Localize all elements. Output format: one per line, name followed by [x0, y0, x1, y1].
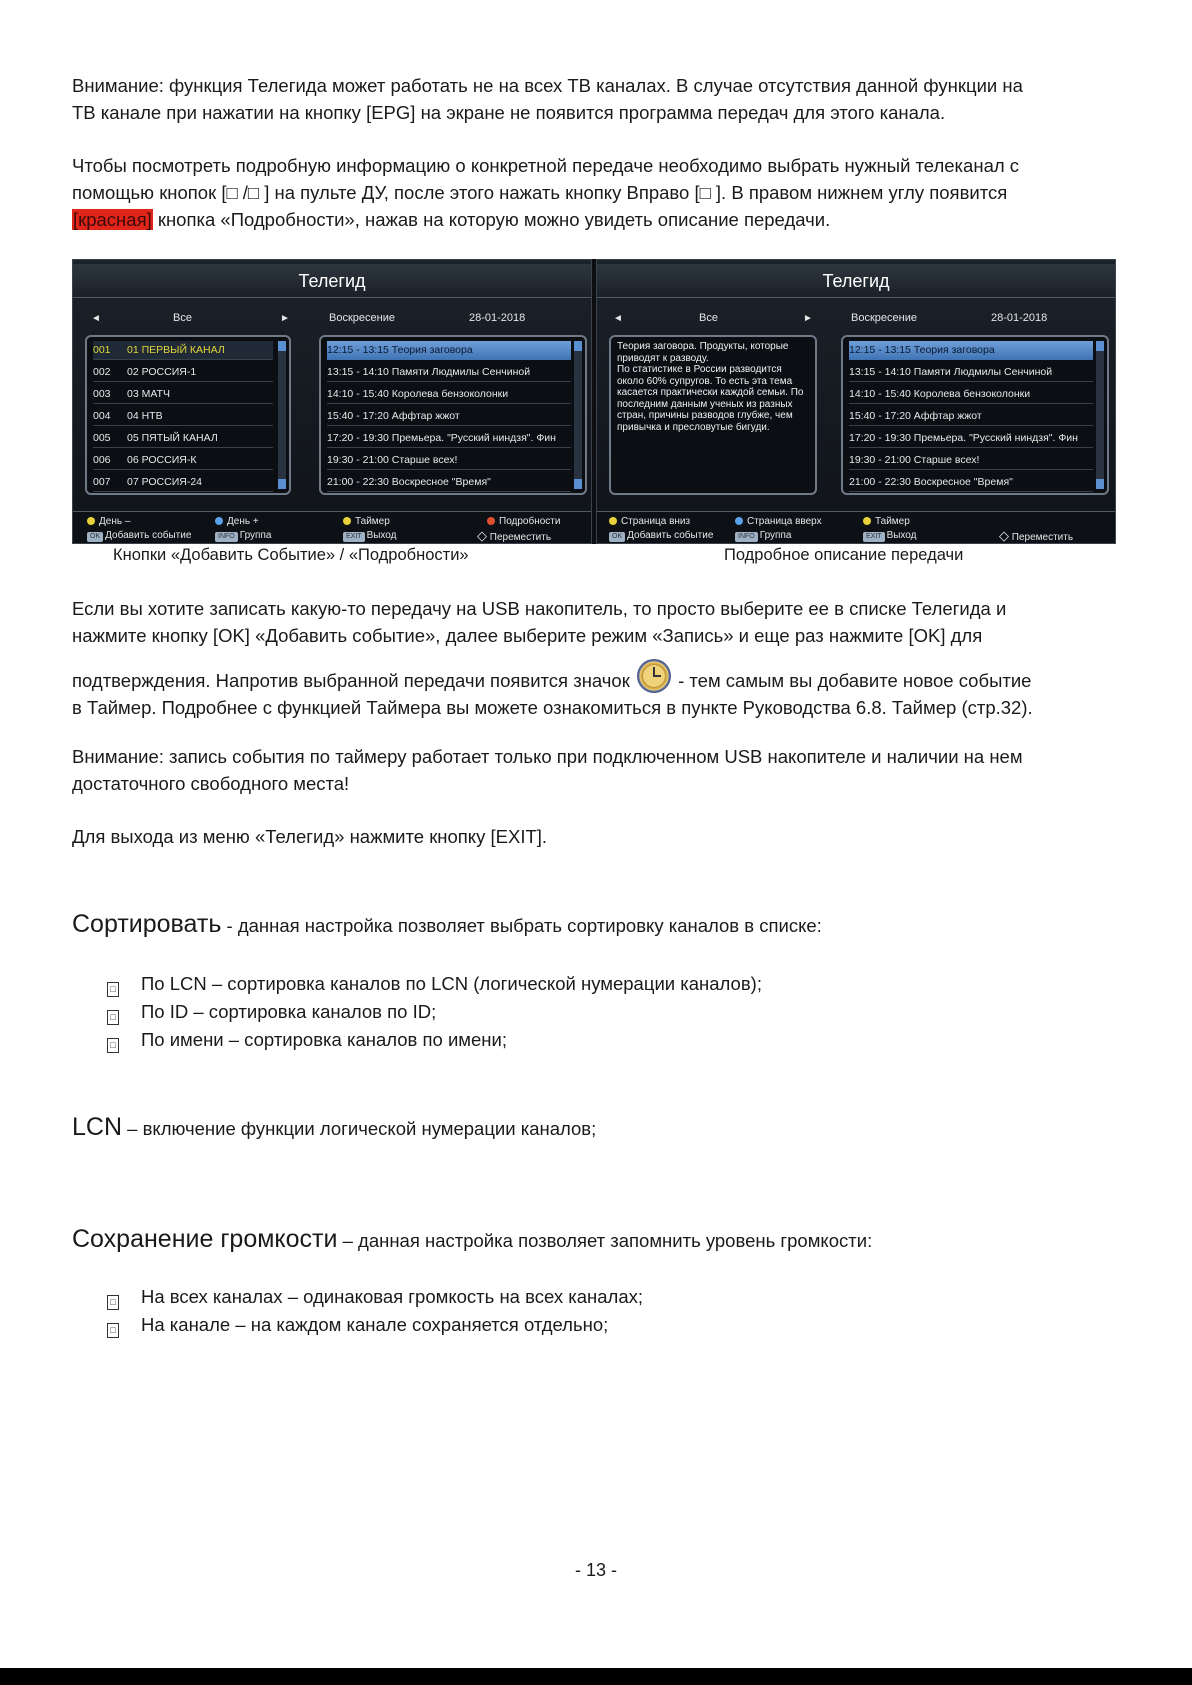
description-line: Теория заговора. Продукты, которые	[617, 341, 789, 352]
lcn-title: LCN	[72, 1113, 123, 1141]
yellow-dot-icon	[87, 517, 95, 525]
bottom-edge-bar	[0, 1668, 1192, 1685]
volume-option-text: На всех каналах – одинаковая громкость на всех каналах;	[141, 1286, 643, 1307]
group-prev-arrow-icon[interactable]: ◄	[613, 313, 623, 324]
program-description-panel	[609, 335, 817, 495]
volume-option	[107, 1283, 643, 1310]
program-row[interactable]: 15:40 - 17:20 Аффтар жжот	[849, 407, 1093, 426]
channel-row[interactable]	[93, 429, 273, 448]
day-label: Воскресение	[329, 312, 395, 324]
group-next-arrow-icon[interactable]: ►	[803, 313, 813, 324]
bullet-box-icon: □	[107, 982, 119, 997]
description-line: последним данным ученых из разных	[617, 398, 793, 410]
program-scrollbar[interactable]	[1096, 341, 1104, 489]
green-dot-icon	[343, 517, 351, 525]
channel-name: 07 РОССИЯ-24	[127, 476, 203, 488]
yellow-dot-icon	[609, 517, 617, 525]
channel-number: 002	[93, 366, 111, 378]
group-next-arrow-icon[interactable]: ►	[280, 313, 290, 324]
add-event-hint[interactable]	[609, 529, 713, 542]
timer-hint[interactable]	[343, 515, 390, 528]
channel-row[interactable]	[93, 341, 273, 360]
group-prev-arrow-icon[interactable]: ◄	[91, 313, 101, 324]
description-line: стран, причины разводов глубже, чем	[617, 410, 793, 421]
channel-name: 03 МАТЧ	[127, 388, 170, 400]
screen-footer	[73, 511, 591, 543]
group-hint[interactable]	[215, 529, 271, 542]
text-fragment: кнопка «Подробности», нажав на которую можно увидеть описание передачи.	[152, 209, 831, 230]
info-key-icon: INFO	[735, 532, 758, 542]
sort-heading	[72, 910, 822, 939]
ok-key-icon: OK	[609, 532, 625, 542]
page-number: - 13 -	[574, 1560, 617, 1580]
green-dot-icon	[863, 517, 871, 525]
ok-key-icon: OK	[87, 532, 103, 542]
blue-dot-icon	[735, 517, 743, 525]
text-line: Если вы хотите записать какую-то передачу на USB накопитель, то просто выберите ее в списке Телегида и	[72, 598, 1007, 619]
program-list	[841, 335, 1109, 495]
channel-row[interactable]	[93, 407, 273, 426]
hint-label: Таймер	[875, 516, 910, 527]
day-label: Воскресение	[851, 312, 917, 324]
exit-key-icon: EXIT	[863, 532, 885, 542]
program-row[interactable]: 15:40 - 17:20 Аффтар жжот	[327, 407, 571, 426]
page-down-hint[interactable]	[609, 515, 690, 528]
epg-screenshots	[72, 259, 1116, 544]
blue-dot-icon	[215, 517, 223, 525]
sort-option	[107, 970, 762, 997]
details-paragraph	[72, 152, 1120, 233]
caption-right: Подробное описание передачи	[724, 546, 964, 564]
description-line: По статистике в России разводится	[617, 364, 782, 375]
hint-label: Группа	[759, 530, 792, 541]
channel-number: 006	[93, 454, 111, 466]
program-row[interactable]: 19:30 - 21:00 Старше всех!	[849, 451, 1093, 470]
text-line: Внимание: функция Телегида может работать не на всех ТВ каналах. В случае отсутствия данной функции на	[72, 75, 1023, 96]
channel-row[interactable]	[93, 451, 273, 470]
timer-hint[interactable]	[863, 515, 910, 528]
bullet-box-icon: □	[107, 1038, 119, 1053]
hint-label: Выход	[886, 530, 917, 541]
program-row[interactable]: 14:10 - 15:40 Королева бензоколонки	[327, 385, 571, 404]
record-paragraph	[72, 595, 1120, 721]
hint-label: День –	[99, 516, 131, 527]
text-fragment: подтверждения. Напротив выбранной передачи появится значок	[72, 670, 635, 691]
text-line: Внимание: запись события по таймеру работает только при подключенном USB накопителе и наличии на нем	[72, 746, 1023, 767]
group-label: Все	[173, 312, 192, 324]
program-row[interactable]: 19:30 - 21:00 Старше всех!	[327, 451, 571, 470]
sort-option-text: По имени – сортировка каналов по имени;	[141, 1029, 507, 1050]
date-label: 28-01-2018	[469, 312, 526, 324]
warning-paragraph-timer	[72, 743, 1120, 797]
channel-number: 005	[93, 432, 111, 444]
text-line: ТВ канале при нажатии на кнопку [EPG] на экране не появится программа передач для этого канала.	[72, 102, 946, 123]
sort-option-text: По LCN – сортировка каналов по LCN (логической нумерации каналов);	[141, 973, 762, 994]
program-row[interactable]: 17:20 - 19:30 Премьера. "Русский ниндзя". Фин	[849, 429, 1093, 448]
day-plus-hint[interactable]	[215, 515, 259, 528]
group-hint[interactable]	[735, 529, 791, 542]
hint-label: Добавить событие	[105, 530, 192, 541]
program-row[interactable]: 21:00 - 22:30 Воскресное "Время"	[849, 473, 1093, 492]
channel-number: 004	[93, 410, 111, 422]
text-line: Чтобы посмотреть подробную информацию о конкретной передаче необходимо выбрать нужный телеканал с	[72, 155, 1020, 176]
sort-description: - данная настройка позволяет выбрать сортировку каналов в списке:	[221, 915, 822, 936]
red-button-highlight: [красная]	[73, 209, 152, 230]
hint-label: Переместить	[1011, 532, 1074, 543]
sort-option-text: По ID – сортировка каналов по ID;	[141, 1001, 437, 1022]
text-fragment: - тем самым вы добавите новое событие	[672, 670, 1032, 691]
move-hint[interactable]	[999, 529, 1073, 544]
program-row[interactable]: 13:15 - 14:10 Памяти Людмилы Сенчиной	[327, 363, 571, 382]
sort-title: Сортировать	[72, 910, 222, 938]
caption-left: Кнопки «Добавить Событие» / «Подробности»	[113, 546, 469, 564]
program-row[interactable]: 12:15 - 13:15 Теория заговора	[849, 341, 1093, 360]
add-event-hint[interactable]	[87, 529, 191, 542]
program-row[interactable]: 12:15 - 13:15 Теория заговора	[327, 341, 571, 360]
program-row[interactable]: 13:15 - 14:10 Памяти Людмилы Сенчиной	[849, 363, 1093, 382]
volume-description: – данная настройка позволяет запомнить уровень громкости:	[337, 1230, 873, 1251]
text-line: достаточного свободного места!	[72, 773, 350, 794]
text-line: в Таймер. Подробнее с функцией Таймера вы можете ознакомиться в пункте Руководства 6.8. Таймер (стр.32).	[72, 697, 1033, 718]
volume-option-text: На канале – на каждом канале сохраняется отдельно;	[141, 1314, 609, 1335]
date-label: 28-01-2018	[991, 312, 1048, 324]
program-row[interactable]: 14:10 - 15:40 Королева бензоколонки	[849, 385, 1093, 404]
channel-list	[85, 335, 291, 495]
channel-row[interactable]	[93, 363, 273, 382]
hint-label: Переместить	[489, 532, 552, 543]
channel-row[interactable]	[93, 385, 273, 404]
sort-option	[107, 998, 436, 1025]
program-list	[319, 335, 587, 495]
channel-number: 007	[93, 476, 111, 488]
sort-option	[107, 1026, 507, 1053]
lcn-description: – включение функции логической нумерации каналов;	[122, 1118, 597, 1139]
program-scrollbar[interactable]	[574, 341, 582, 489]
description-line: около 60% супругов. То есть эта тема	[617, 375, 793, 387]
volume-option	[107, 1311, 608, 1338]
info-key-icon: INFO	[215, 532, 238, 542]
channel-name: 04 НТВ	[127, 410, 163, 422]
channel-scrollbar[interactable]	[278, 341, 286, 489]
hint-label: Добавить событие	[627, 530, 714, 541]
group-label: Все	[699, 312, 718, 324]
epg-screen-left	[72, 259, 592, 544]
program-row[interactable]: 21:00 - 22:30 Воскресное "Время"	[327, 473, 571, 492]
screen-footer	[597, 511, 1115, 543]
details-hint[interactable]	[487, 515, 560, 528]
channel-name: 01 ПЕРВЫЙ КАНАЛ	[127, 344, 225, 356]
channel-row[interactable]	[93, 473, 273, 492]
move-arrows-icon: ◇	[477, 528, 487, 543]
hint-label: Страница вверх	[747, 516, 822, 527]
hint-label: Выход	[366, 530, 397, 541]
text-line: помощью кнопок [□ /□ ] на пульте ДУ, после этого нажать кнопку Вправо [□ ]. В правом нижнем углу появится	[72, 182, 1008, 203]
bullet-box-icon: □	[107, 1010, 119, 1025]
warning-paragraph-epg	[72, 72, 1120, 126]
channel-number: 003	[93, 388, 111, 400]
bullet-box-icon: □	[107, 1295, 119, 1310]
description-line: приводят к разводу.	[617, 352, 709, 364]
hint-label: Группа	[239, 530, 272, 541]
exit-paragraph: Для выхода из меню «Телегид» нажмите кнопку [EXIT].	[72, 826, 548, 847]
text-line	[72, 206, 1120, 233]
program-row[interactable]: 17:20 - 19:30 Премьера. "Русский ниндзя". Фин	[327, 429, 571, 448]
day-minus-hint[interactable]	[87, 515, 130, 528]
red-dot-icon	[487, 517, 495, 525]
text-line: нажмите кнопку [OK] «Добавить событие», далее выберите режим «Запись» и еще раз нажмите [OK] для	[72, 625, 983, 646]
channel-name: 06 РОССИЯ-К	[127, 454, 197, 466]
channel-name: 05 ПЯТЫЙ КАНАЛ	[127, 432, 218, 444]
description-line: касается практически каждой семьи. По	[617, 387, 804, 398]
screen-title: Телегид	[73, 264, 591, 298]
epg-screen-right	[596, 259, 1116, 544]
screen-title: Телегид	[597, 264, 1115, 298]
page-up-hint[interactable]	[735, 515, 822, 528]
exit-hint[interactable]	[343, 529, 396, 542]
lcn-heading	[72, 1113, 596, 1142]
exit-key-icon: EXIT	[343, 532, 365, 542]
hint-label: Страница вниз	[621, 516, 691, 527]
move-arrows-icon: ◇	[999, 528, 1009, 543]
move-hint[interactable]	[477, 529, 551, 544]
hint-label: День +	[227, 516, 259, 527]
channel-name: 02 РОССИЯ-1	[127, 366, 197, 378]
hint-label: Подробности	[499, 516, 561, 527]
hint-label: Таймер	[355, 516, 390, 527]
volume-title: Сохранение громкости	[72, 1225, 338, 1253]
program-description	[617, 341, 813, 433]
description-line: привычка и пресловутые бигуди.	[617, 421, 770, 433]
bullet-box-icon: □	[107, 1323, 119, 1338]
channel-number: 001	[93, 344, 111, 356]
volume-heading	[72, 1225, 872, 1254]
exit-hint[interactable]	[863, 529, 916, 542]
text-line	[72, 659, 1120, 694]
clock-icon	[637, 659, 671, 693]
